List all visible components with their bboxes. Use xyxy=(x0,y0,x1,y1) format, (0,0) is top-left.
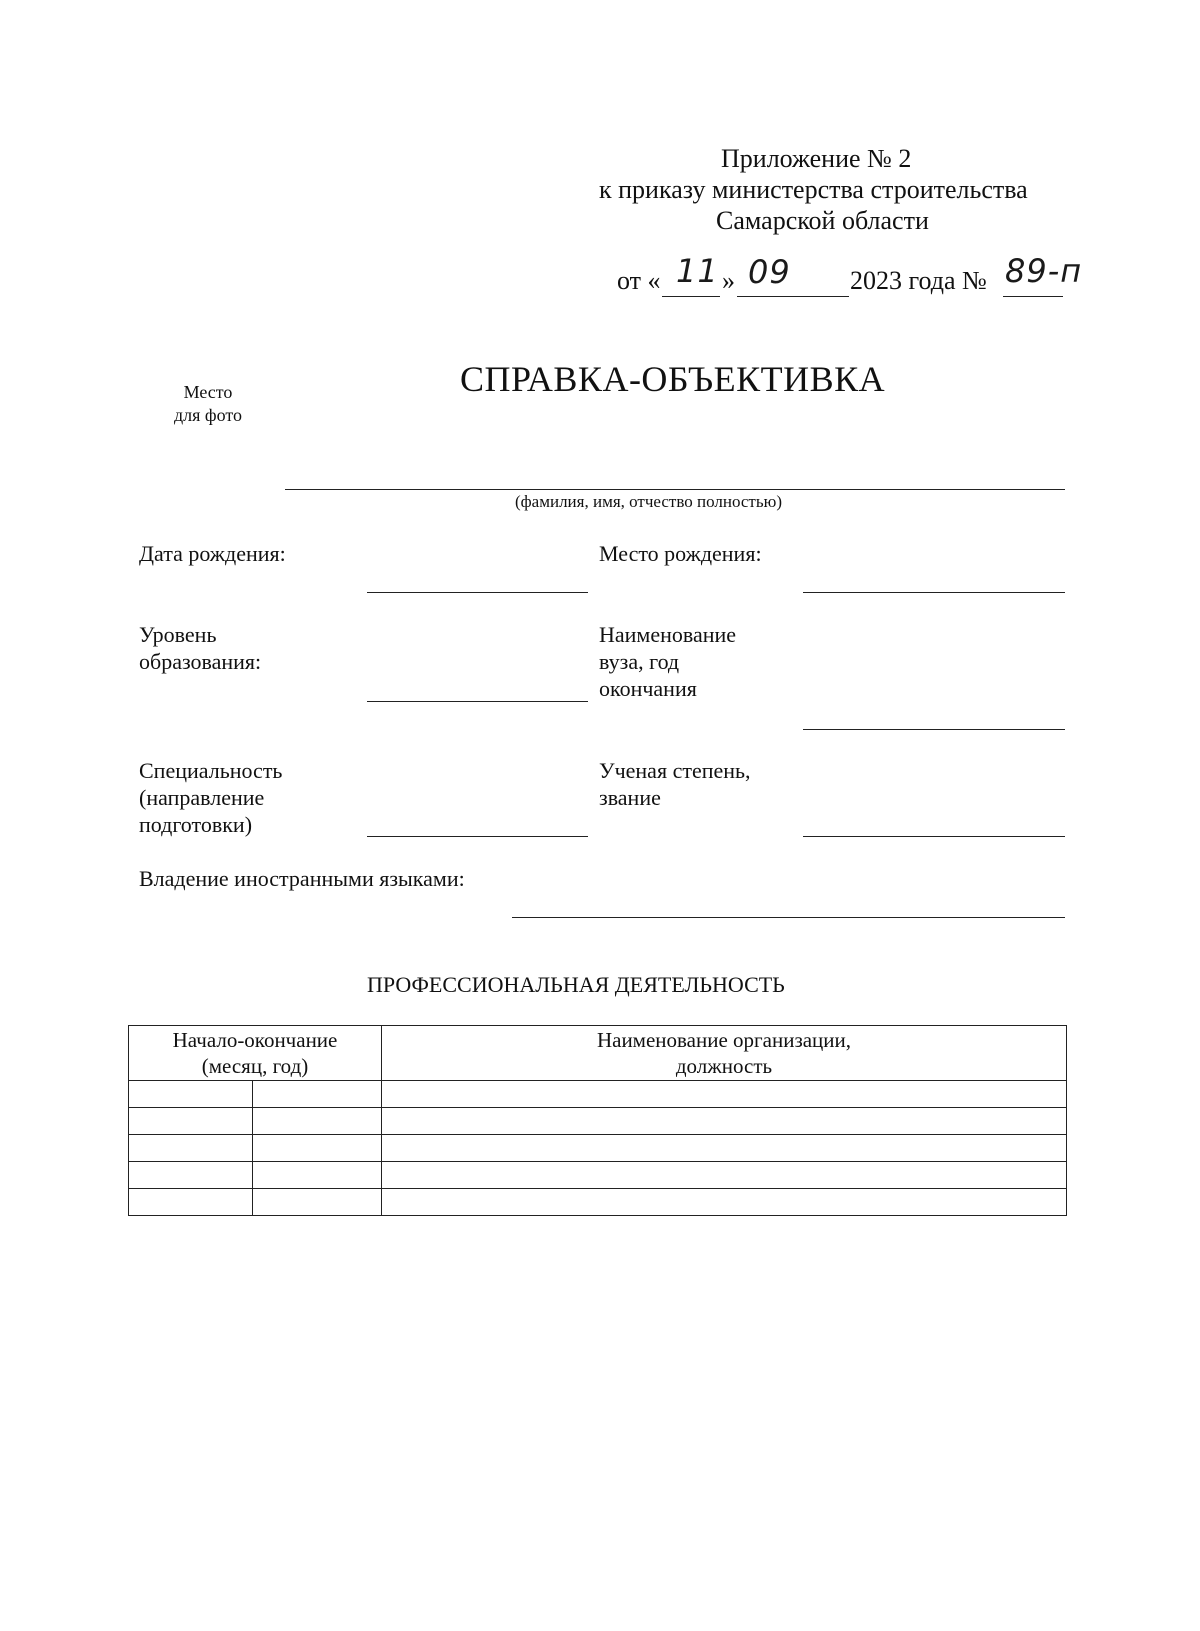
academic-degree-label-line1: Ученая степень, xyxy=(599,758,751,783)
table-row xyxy=(129,1189,1067,1216)
appendix-ministry: Самарской области xyxy=(716,206,929,235)
organization-header-line2: должность xyxy=(675,1054,773,1078)
organization-column-header xyxy=(382,1026,1067,1081)
end-cell[interactable] xyxy=(253,1189,382,1216)
end-cell[interactable] xyxy=(253,1081,382,1108)
organization-cell[interactable] xyxy=(382,1135,1067,1162)
university-label-line2: вуза, год xyxy=(599,649,680,674)
languages-label: Владение иностранными языками: xyxy=(139,866,465,891)
order-month-underline xyxy=(737,296,849,297)
order-date-line xyxy=(617,265,661,297)
photo-placeholder-line2: для фото xyxy=(174,405,242,425)
table-row xyxy=(129,1135,1067,1162)
specialty-label-line3: подготовки) xyxy=(139,812,253,837)
languages-line[interactable] xyxy=(512,917,1065,918)
start-cell[interactable] xyxy=(129,1135,253,1162)
photo-placeholder xyxy=(148,381,268,427)
order-number-underline xyxy=(1003,296,1063,297)
birth-date-line[interactable] xyxy=(367,592,588,593)
order-month-handwritten: 09 xyxy=(748,253,791,291)
photo-placeholder-line1: Место xyxy=(183,382,233,402)
table-row xyxy=(129,1108,1067,1135)
start-cell[interactable] xyxy=(129,1081,253,1108)
academic-degree-line[interactable] xyxy=(803,836,1065,837)
table-row xyxy=(129,1162,1067,1189)
education-level-label-line1: Уровень xyxy=(139,622,217,647)
academic-degree-label-line2: звание xyxy=(599,785,661,810)
period-header-line1: Начало-окончание xyxy=(172,1028,338,1052)
birth-place-line[interactable] xyxy=(803,592,1065,593)
start-cell[interactable] xyxy=(129,1189,253,1216)
organization-cell[interactable] xyxy=(382,1081,1067,1108)
education-level-label-line2: образования: xyxy=(139,649,262,674)
order-number-handwritten: 89-п xyxy=(1005,252,1083,290)
end-cell[interactable] xyxy=(253,1108,382,1135)
academic-degree-label xyxy=(599,757,751,811)
professional-activity-table xyxy=(128,1025,1067,1216)
appendix-number: Приложение № 2 xyxy=(721,144,912,173)
specialty-line[interactable] xyxy=(367,836,588,837)
order-year-text: 2023 года № xyxy=(850,266,987,295)
organization-cell[interactable] xyxy=(382,1189,1067,1216)
order-day-underline xyxy=(662,296,720,297)
education-level-label xyxy=(139,621,261,675)
start-cell[interactable] xyxy=(129,1162,253,1189)
full-name-caption: (фамилия, имя, отчество полностью) xyxy=(515,492,782,511)
professional-activity-title: ПРОФЕССИОНАЛЬНАЯ ДЕЯТЕЛЬНОСТЬ xyxy=(367,972,785,997)
end-cell[interactable] xyxy=(253,1162,382,1189)
period-header-line2: (месяц, год) xyxy=(201,1054,309,1078)
order-quote-close: » xyxy=(722,266,735,295)
document-title: СПРАВКА-ОБЪЕКТИВКА xyxy=(460,359,886,399)
education-level-line[interactable] xyxy=(367,701,588,702)
end-cell[interactable] xyxy=(253,1135,382,1162)
order-date-prefix: от « xyxy=(617,266,661,295)
organization-cell[interactable] xyxy=(382,1108,1067,1135)
appendix-order-reference: к приказу министерства строительства xyxy=(599,175,1028,204)
period-column-header xyxy=(129,1026,382,1081)
organization-header-line1: Наименование организации, xyxy=(596,1028,852,1052)
specialty-label-line2: (направление xyxy=(139,785,265,810)
university-label xyxy=(599,621,736,702)
birth-place-label: Место рождения: xyxy=(599,541,762,566)
table-header-row xyxy=(129,1026,1067,1081)
table-row xyxy=(129,1081,1067,1108)
university-label-line1: Наименование xyxy=(599,622,737,647)
university-label-line3: окончания xyxy=(599,676,697,701)
start-cell[interactable] xyxy=(129,1108,253,1135)
university-line[interactable] xyxy=(803,729,1065,730)
organization-cell[interactable] xyxy=(382,1162,1067,1189)
order-day-handwritten: 11 xyxy=(676,252,719,290)
specialty-label xyxy=(139,757,282,838)
specialty-label-line1: Специальность xyxy=(139,758,283,783)
full-name-line[interactable] xyxy=(285,489,1065,490)
birth-date-label: Дата рождения: xyxy=(139,541,286,566)
